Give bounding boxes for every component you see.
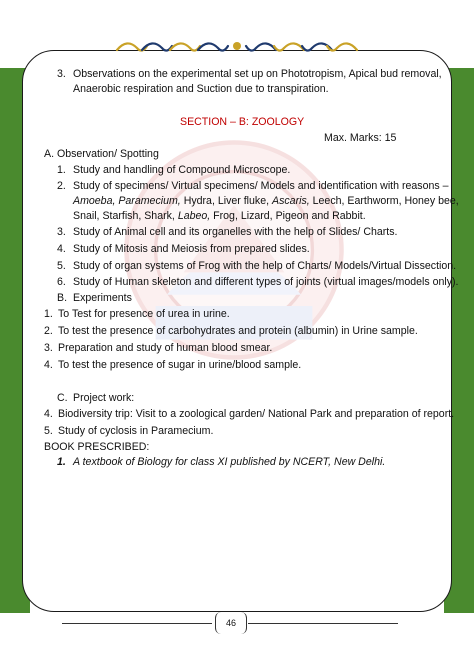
list-item-number: 6. xyxy=(57,276,66,288)
list-item: Preparation and study of human blood smear. xyxy=(58,342,273,354)
top-item-line1: Observations on the experimental set up on Phototropism, Apical bud removal, xyxy=(73,68,442,80)
list-item: To test the presence of sugar in urine/blood sample. xyxy=(58,359,302,371)
list-item-number: 1. xyxy=(44,308,53,320)
list-item-number: 4. xyxy=(57,243,66,255)
list-item: Study of cyclosis in Paramecium. xyxy=(58,425,214,437)
section-title: SECTION – B: ZOOLOGY xyxy=(180,116,305,128)
list-item: Study of organ systems of Frog with the help of Charts/ Models/Virtual Dissection. xyxy=(73,260,457,272)
part-c-heading: Project work: xyxy=(73,392,135,404)
books-heading: BOOK PRESCRIBED: xyxy=(44,441,150,453)
list-item: To test the presence of carbohydrates and protein (albumin) in Urine sample. xyxy=(58,325,418,337)
part-a-heading: A. Observation/ Spotting xyxy=(44,148,159,160)
specimen-text: Frog, Lizard, Pigeon and Rabbit. xyxy=(210,210,366,222)
part-b-letter: B. xyxy=(57,292,68,304)
list-item: Study of Human skeleton and different types of joints (virtual images/models only). xyxy=(73,276,459,288)
list-item-number: 4. xyxy=(44,359,53,371)
specimen-italic: Amoeba, Paramecium, xyxy=(73,195,181,207)
top-item-line2: Anaerobic respiration and Suction due to transpiration. xyxy=(73,83,329,95)
list-item: Biodiversity trip: Visit to a zoological garden/ National Park and preparation of report. xyxy=(58,408,455,420)
list-item-number: 1. xyxy=(57,456,66,468)
list-item: Study of Mitosis and Meiosis from prepared slides. xyxy=(73,243,310,255)
specimen-italic: Labeo, xyxy=(177,210,211,222)
specimen-text: Snail, Starfish, Shark, xyxy=(73,210,178,222)
part-c-letter: C. xyxy=(57,392,68,404)
specimen-text: Leech, Earthworm, Honey bee, xyxy=(309,195,459,207)
list-item-number: 5. xyxy=(57,260,66,272)
list-item-specimens xyxy=(73,209,366,224)
list-item-number: 3. xyxy=(44,342,53,354)
ornament-border-icon xyxy=(112,34,362,58)
part-b-heading: Experiments xyxy=(73,292,132,304)
list-item: To Test for presence of urea in urine. xyxy=(58,308,230,320)
list-item-number: 5. xyxy=(44,425,53,437)
list-item-number: 2. xyxy=(57,180,66,192)
list-item-specimens xyxy=(73,194,459,209)
list-item: Study and handling of Compound Microscope. xyxy=(73,164,291,176)
specimen-italic: Ascaris, xyxy=(272,195,310,207)
max-marks: Max. Marks: 15 xyxy=(324,132,397,144)
list-item: Study of Animal cell and its organelles with the help of Slides/ Charts. xyxy=(73,226,398,238)
specimen-text: Hydra, Liver fluke, xyxy=(180,195,273,207)
list-item-number: 4. xyxy=(44,408,53,420)
list-item-number: 1. xyxy=(57,164,66,176)
list-item: Study of specimens/ Virtual specimens/ Models and identification with reasons – xyxy=(73,180,449,192)
footer-divider xyxy=(248,623,398,624)
top-item-number: 3. xyxy=(57,68,66,80)
footer-divider xyxy=(62,623,212,624)
book-item: A textbook of Biology for class XI published by NCERT, New Delhi. xyxy=(73,456,386,468)
page-number: 46 xyxy=(215,612,247,634)
list-item-number: 2. xyxy=(44,325,53,337)
list-item-number: 3. xyxy=(57,226,66,238)
